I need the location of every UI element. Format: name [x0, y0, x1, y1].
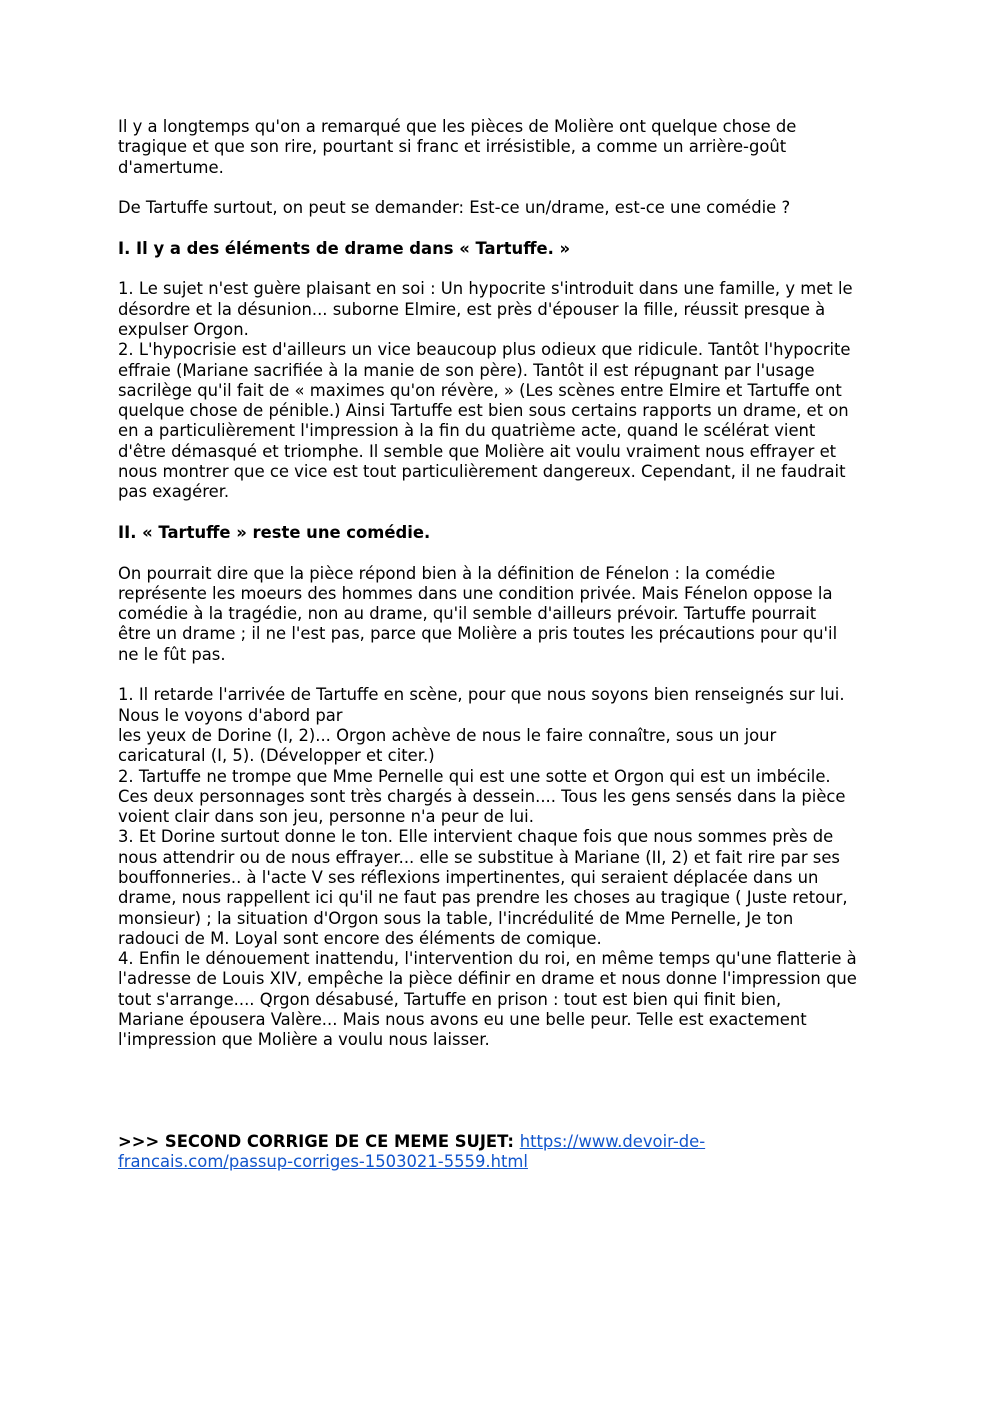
text-line: l'impression que Molière a voulu nous laisser. — [118, 1030, 490, 1050]
text-line: effraie (Mariane sacrifiée à la manie de son père). Tantôt il est répugnant par l'usage — [118, 360, 815, 380]
footer-reference — [118, 1132, 882, 1152]
text-line: pas exagérer. — [118, 482, 230, 502]
text-line: 4. Enfin le dénouement inattendu, l'intervention du roi, en même temps qu'une flatterie à — [118, 949, 857, 969]
text-line: les yeux de Dorine (I, 2)... Orgon achève de nous le faire connaître, sous un jour — [118, 725, 777, 745]
text-line: radouci de M. Loyal sont encore des éléments de comique. — [118, 928, 602, 948]
footer-reference-continued — [118, 1152, 882, 1172]
text-line: en a particulièrement l'impression à la fin du quatrième acte, quand le scélérat vient — [118, 421, 816, 441]
intro-line: Il y a longtemps qu'on a remarqué que les pièces de Molière ont quelque chose de — [118, 117, 797, 136]
text-line: Mariane épousera Valère... Mais nous avons eu une belle peur. Telle est exactement — [118, 1010, 807, 1030]
question-line: De Tartuffe surtout, on peut se demander: Est-ce un/drame, est-ce une comédie ? — [118, 198, 791, 218]
text-line: désordre et la désunion... suborne Elmire, est près d'épouser la fille, réussit presque à — [118, 299, 826, 319]
text-line: bouffonneries.. à l'acte V ses réflexions impertinentes, qui seraient déplacée dans un — [118, 867, 819, 887]
text-line: caricatural (I, 5). (Développer et citer.) — [118, 746, 435, 766]
text-line: Ces deux personnages sont très chargés à dessein.... Tous les gens sensés dans la pièce — [118, 786, 846, 806]
corrige-link-continued[interactable]: francais.com/passup-corriges-1503021-5559.html — [118, 1152, 528, 1172]
text-line: tout s'arrange.... Qrgon désabusé, Tartuffe en prison : tout est bien qui finit bien, — [118, 989, 782, 1009]
text-line: ne le fût pas. — [118, 644, 226, 664]
text-line: 1. Le sujet n'est guère plaisant en soi : Un hypocrite s'introduit dans une famille, y met le — [118, 279, 853, 299]
document-page — [118, 117, 882, 1172]
text-line: l'adresse de Louis XIV, empêche la pièce définir en drame et nous donne l'impression que — [118, 969, 857, 989]
text-line: 2. L'hypocrisie est d'ailleurs un vice beaucoup plus odieux que ridicule. Tantôt l'hypocrite — [118, 340, 851, 360]
text-line: drame, nous rappellent ici qu'il ne faut pas prendre les choses au tragique ( Juste retour, — [118, 888, 848, 908]
text-line: voient clair dans son jeu, personne n'a peur de lui. — [118, 807, 534, 827]
section-heading-2: II. « Tartuffe » reste une comédie. — [118, 522, 431, 542]
text-line: Nous le voyons d'abord par — [118, 705, 343, 725]
text-line: d'être démasqué et triomphe. Il semble que Molière ait voulu vraiment nous effrayer et — [118, 441, 837, 461]
intro-line: d'amertume. — [118, 157, 224, 177]
text-line: comédie à la tragédie, non au drame, qu'il semble d'ailleurs prévoir. Tartuffe pourrait — [118, 604, 817, 624]
footer-label: >>> SECOND CORRIGE DE CE MEME SUJET: — [118, 1131, 520, 1151]
text-line: 1. Il retarde l'arrivée de Tartuffe en scène, pour que nous soyons bien renseignés sur lui. — [118, 685, 845, 705]
text-line: 2. Tartuffe ne trompe que Mme Pernelle qui est une sotte et Orgon qui est un imbécile. — [118, 766, 831, 786]
text-line: 3. Et Dorine surtout donne le ton. Elle intervient chaque fois que nous sommes près de — [118, 827, 834, 847]
text-line: quelque chose de pénible.) Ainsi Tartuffe est bien sous certains rapports un drame, et on — [118, 401, 849, 421]
section-heading-1: I. Il y a des éléments de drame dans « Tartuffe. » — [118, 238, 571, 258]
text-line: être un drame ; il ne l'est pas, parce que Molière a pris toutes les précautions pour qu'il — [118, 624, 838, 644]
text-line: nous attendrir ou de nous effrayer... elle se substitue à Mariane (II, 2) et fait rire par ses — [118, 847, 840, 867]
text-line: nous montrer que ce vice est tout particulièrement dangereux. Cependant, il ne faudrait — [118, 462, 846, 482]
text-line: sacrilège qu'il fait de « maximes qu'on révère, » (Les scènes entre Elmire et Tartuffe ont — [118, 380, 842, 400]
text-line: On pourrait dire que la pièce répond bien à la définition de Fénelon : la comédie — [118, 563, 776, 583]
corrige-link[interactable]: https://www.devoir-de- — [519, 1131, 706, 1151]
text-line: expulser Orgon. — [118, 319, 249, 339]
text-line: représente les moeurs des hommes dans une condition privée. Mais Fénelon oppose la — [118, 583, 833, 603]
intro-line: tragique et que son rire, pourtant si franc et irrésistible, a comme un arrière-goût — [118, 137, 787, 157]
text-line: monsieur) ; la situation d'Orgon sous la table, l'incrédulité de Mme Pernelle, Je ton — [118, 908, 794, 928]
